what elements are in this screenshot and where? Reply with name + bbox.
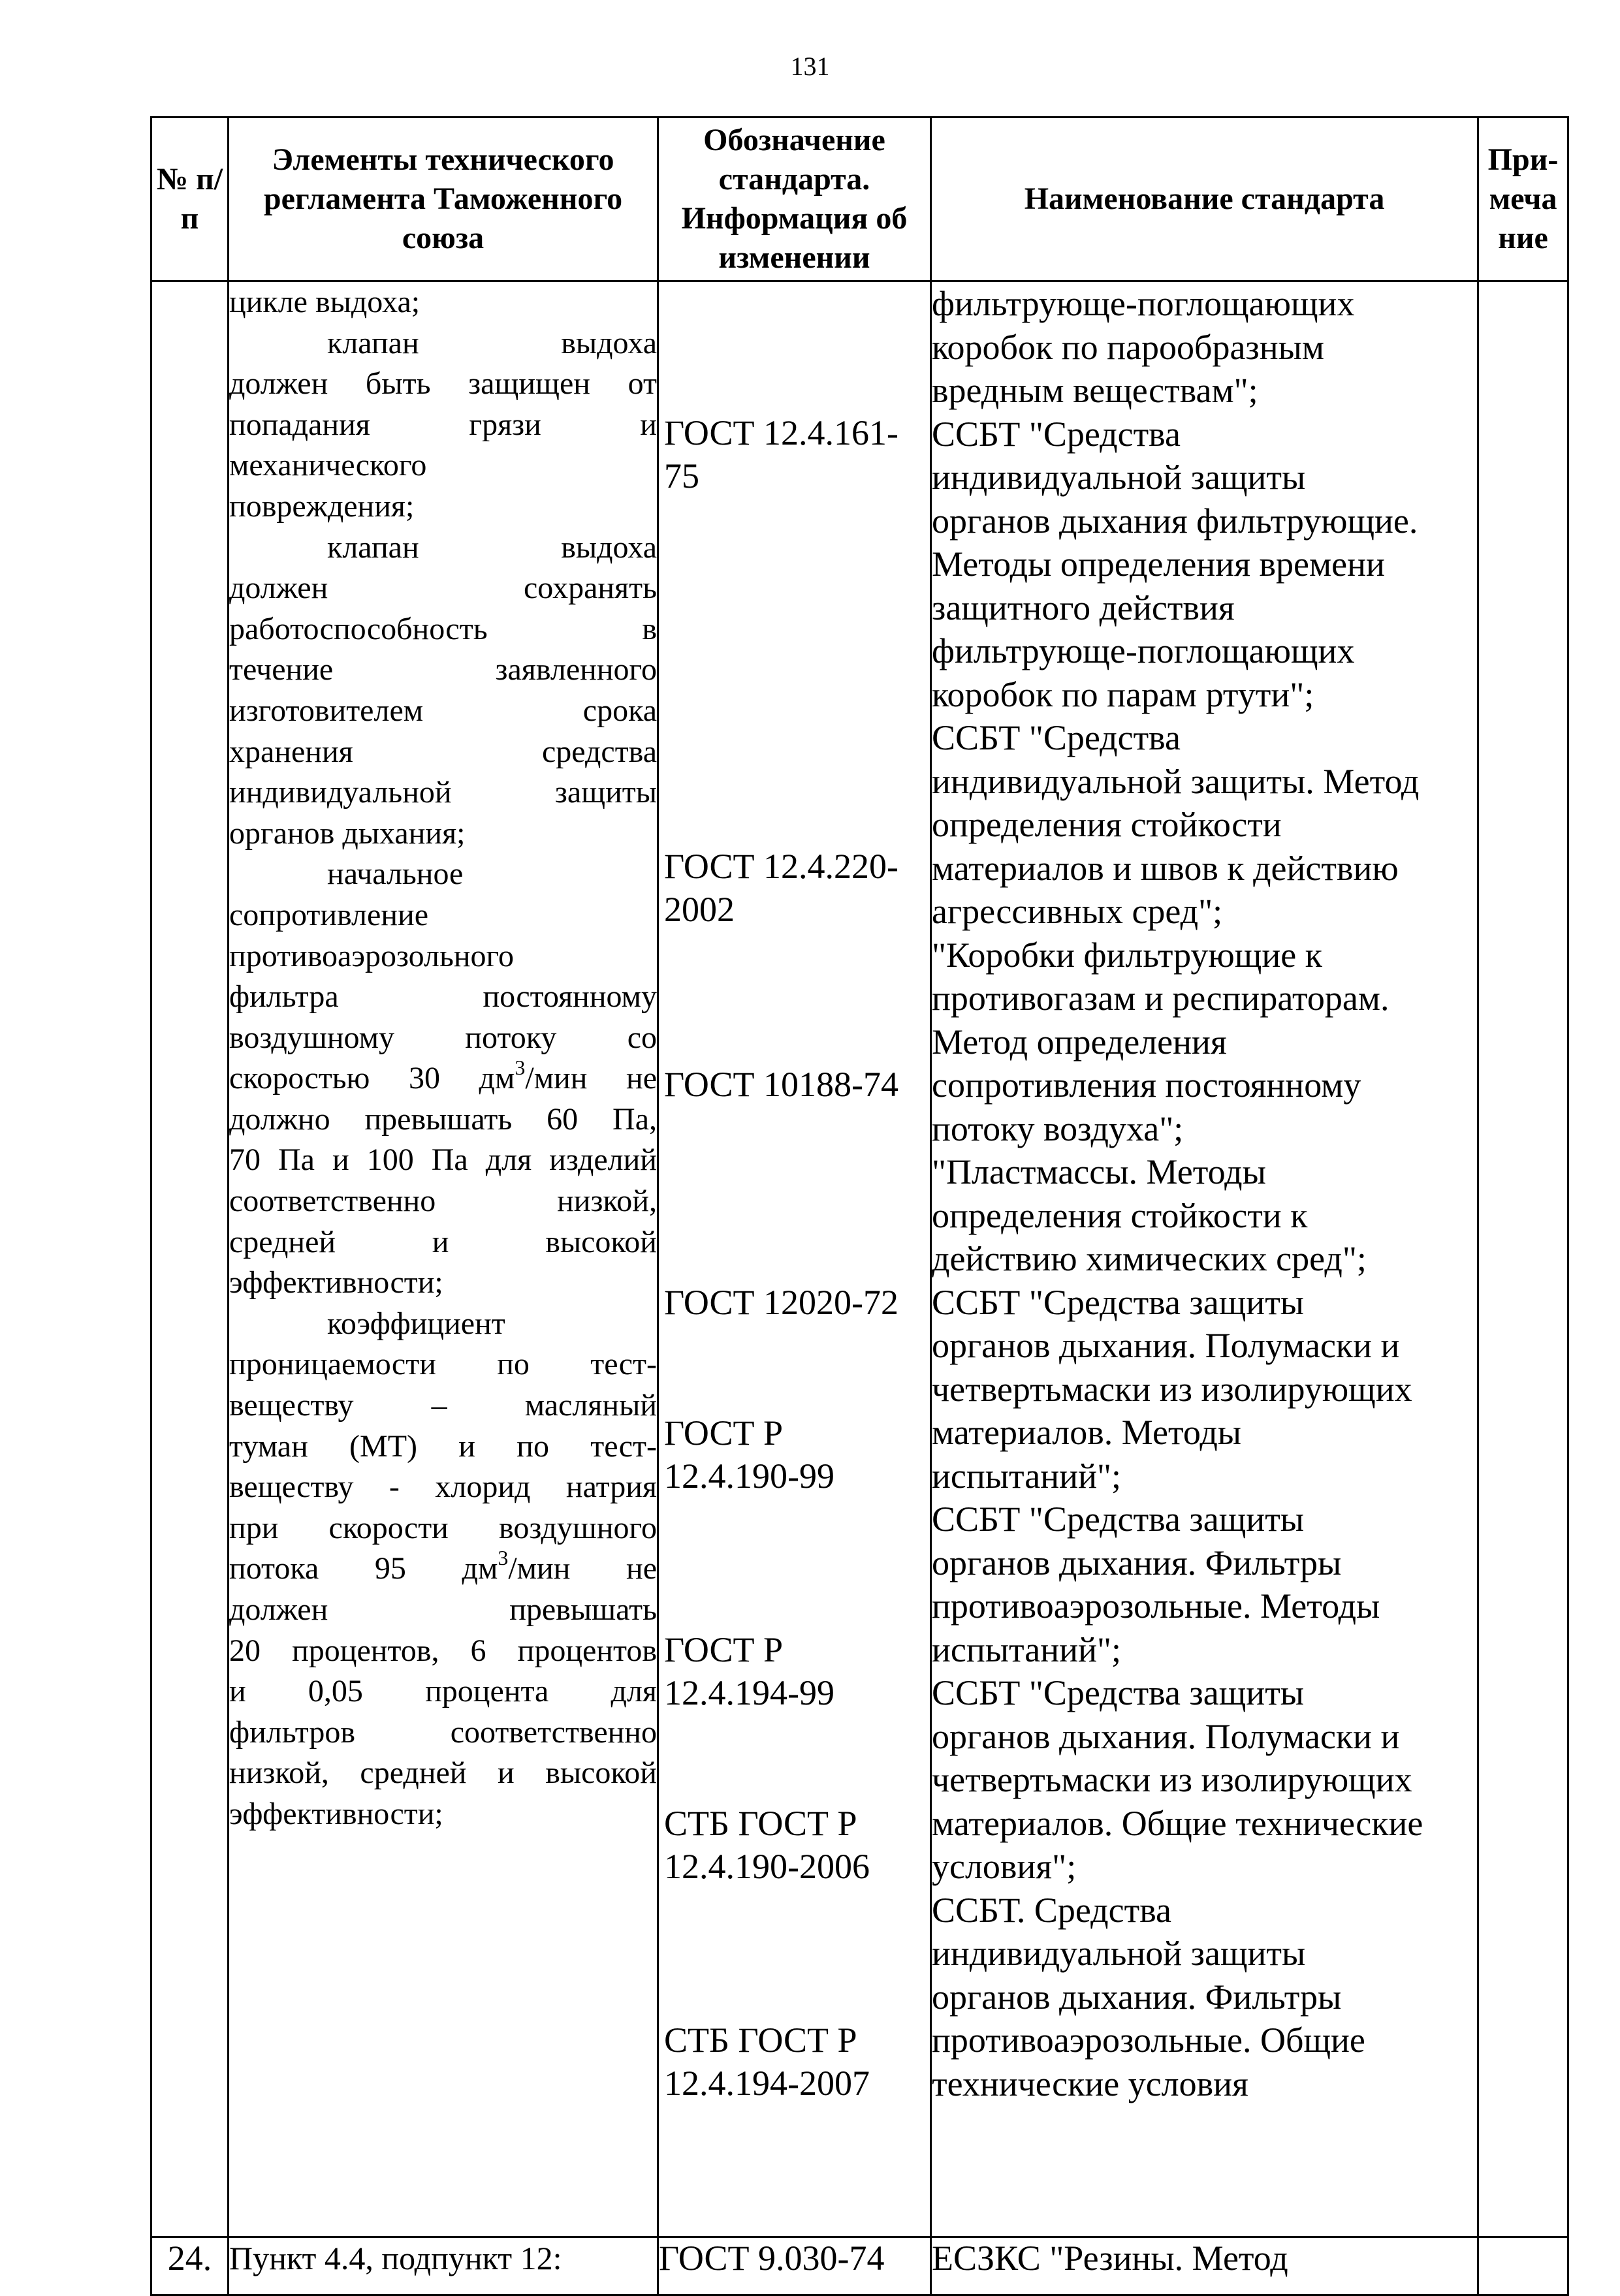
element-line: должен превышать (229, 1592, 657, 1627)
standard-code: ГОСТ 12020-72 (664, 1283, 899, 1322)
element-line: эффективности; (229, 1796, 443, 1831)
standard-name-line: органов дыхания. Полумаски и (932, 1716, 1400, 1756)
element-line: должен быть защищен от (229, 366, 657, 401)
standard-name-line: противогазам и респираторам. (932, 979, 1390, 1018)
element-line: органов дыхания; (229, 815, 466, 851)
standard-code: 12.4.194-2007 (664, 2064, 870, 2103)
standard-name-line: органов дыхания. Фильтры (932, 1977, 1342, 2017)
standard-name-line: ССБТ "Средства защиты (932, 1282, 1305, 1322)
standard-name-cell: ЕСЗКС "Резины. Метод (931, 2237, 1478, 2295)
unit-tail: /мин не (508, 1551, 657, 1586)
element-line: работоспособность в (229, 611, 657, 646)
element-line: индивидуальной защиты (229, 775, 657, 810)
header-designation: Обозначение стандарта. Информация об изменении (658, 118, 931, 281)
standard-name-line: ССБТ. Средства (932, 1890, 1171, 1930)
standard-name-line: органов дыхания фильтрующие. (932, 501, 1418, 541)
element-line: должен сохранять (229, 571, 657, 606)
element-line: фильтров соответственно (229, 1714, 657, 1750)
element-line: цикле выдоха; (229, 285, 421, 319)
standard-name-line: ССБТ "Средства (932, 414, 1181, 454)
header-elements: Элементы технического регламента Таможенного союза (229, 118, 658, 281)
header-name: Наименование стандарта (931, 118, 1478, 281)
element-line: сопротивление (229, 897, 428, 932)
element-line: коэффициент (327, 1306, 505, 1341)
element-line: течение заявленного (229, 652, 657, 687)
table-row (151, 2237, 1568, 2295)
standard-name-cell (931, 281, 1478, 2237)
standard-code: ГОСТ Р (664, 1630, 784, 1669)
elements-cell (229, 281, 658, 2237)
element-line: попадания грязи и (229, 407, 657, 442)
note-cell (1478, 281, 1568, 2237)
standard-code: 12.4.194-99 (664, 1673, 834, 1712)
standard-name-line: фильтрующе-поглощающих (932, 631, 1355, 670)
standard-name-line: ССБТ "Средства защиты (932, 1673, 1305, 1712)
superscript: 3 (498, 1546, 509, 1570)
element-line: изготовителем срока (229, 693, 657, 728)
element-line: начальное (327, 857, 464, 892)
element-line: проницаемости по тест- (229, 1347, 657, 1382)
row-number-cell: 24. (151, 2237, 229, 2295)
header-number: № п/п (151, 118, 229, 281)
standard-name-line: сопротивления постоянному (932, 1065, 1361, 1105)
header-note: При- меча ние (1478, 118, 1568, 281)
standard-name-line: материалов. Общие технические (932, 1803, 1423, 1843)
element-line: повреждения; (229, 488, 415, 524)
element-line: веществу - хлорид натрия (229, 1470, 657, 1505)
row-number-cell (151, 281, 229, 2237)
standard-code: СТБ ГОСТ Р (664, 1804, 857, 1843)
element-line: 20 процентов, 6 процентов (229, 1633, 657, 1668)
standard-name-line: защитного действия (932, 588, 1235, 627)
element-line: фильтра постоянному (229, 979, 657, 1014)
table-row (151, 281, 1568, 2237)
element-line-text: скоростью 30 дм (229, 1061, 515, 1096)
element-line: туман (МТ) и по тест- (229, 1428, 657, 1464)
standard-name-line: определения стойкости (932, 805, 1282, 844)
standard-name-line: вредным веществам"; (932, 371, 1258, 410)
standard-name-line: материалов. Методы (932, 1413, 1242, 1452)
standard-name-line: индивидуальной защиты. Метод (932, 761, 1420, 801)
standard-code: 12.4.190-99 (664, 1456, 834, 1496)
standard-name-line: агрессивных сред"; (932, 892, 1223, 931)
designation-cell: ГОСТ 9.030-74 (658, 2237, 931, 2295)
standard-name-line: ССБТ "Средства защиты (932, 1500, 1305, 1539)
unit-tail: /мин не (525, 1061, 658, 1096)
standard-name-line: "Коробки фильтрующие к (932, 935, 1322, 975)
standard-name-line: Метод определения (932, 1022, 1227, 1062)
element-line: веществу – масляный (229, 1388, 657, 1423)
standard-code: ГОСТ Р (664, 1413, 784, 1453)
standard-name-line: испытаний"; (932, 1456, 1122, 1496)
element-line: клапан выдоха (327, 529, 657, 565)
standard-name-line: определения стойкости к (932, 1195, 1308, 1235)
element-line: 70 Па и 100 Па для изделий (229, 1142, 657, 1178)
standard-name-line: условия"; (932, 1847, 1077, 1886)
element-line: при скорости воздушного (229, 1510, 657, 1545)
standard-name-line: противоаэрозольные. Методы (932, 1586, 1380, 1626)
element-line: хранения средства (229, 734, 657, 769)
element-line: противоаэрозольного (229, 938, 515, 973)
standards-table (150, 116, 1569, 2296)
standard-name-line: четвертьмаски из изолирующих (932, 1369, 1412, 1409)
standard-name-line: технические условия (932, 2064, 1248, 2103)
standard-name-line: органов дыхания. Полумаски и (932, 1326, 1400, 1365)
standard-name-line: ССБТ "Средства (932, 718, 1181, 757)
standard-name-line: действию химических сред"; (932, 1239, 1367, 1278)
standard-name-line: "Пластмассы. Методы (932, 1152, 1266, 1191)
element-line: должно превышать 60 Па, (229, 1101, 657, 1137)
standard-name-line: Методы определения времени (932, 544, 1385, 584)
element-line (229, 1546, 657, 1590)
standard-code: ГОСТ 12.4.161- (664, 413, 899, 452)
standard-code: ГОСТ 12.4.220- (664, 847, 899, 886)
standard-name-line: органов дыхания. Фильтры (932, 1543, 1342, 1582)
designation-cell (658, 281, 931, 2237)
element-line: клапан выдоха (327, 325, 657, 360)
element-line: эффективности; (229, 1265, 443, 1300)
element-line-text: потока 95 дм (229, 1551, 498, 1586)
standard-name-line: материалов и швов к действию (932, 848, 1399, 888)
standard-name-line: индивидуальной защиты (932, 458, 1306, 497)
standard-name-line: фильтрующе-поглощающих (932, 284, 1355, 323)
element-line: соответственно низкой, (229, 1184, 657, 1219)
standard-name-line: четвертьмаски из изолирующих (932, 1760, 1412, 1799)
standard-name-line: потоку воздуха"; (932, 1109, 1184, 1148)
standard-name-line: противоаэрозольные. Общие (932, 2021, 1365, 2060)
element-line: воздушному потоку со (229, 1020, 657, 1055)
standard-name-line: коробок по парообразным (932, 327, 1325, 367)
standard-code: СТБ ГОСТ Р (664, 2021, 857, 2060)
page-number: 131 (790, 52, 830, 81)
standard-code: 2002 (664, 890, 735, 929)
element-line: средней и высокой (229, 1224, 657, 1259)
note-cell (1478, 2237, 1568, 2295)
standard-name-line: индивидуальной защиты (932, 1934, 1306, 1973)
standard-name-line: испытаний"; (932, 1629, 1122, 1669)
standard-code: 12.4.190-2006 (664, 1847, 870, 1886)
standard-code: ГОСТ 10188-74 (664, 1065, 899, 1104)
element-line: механического (229, 448, 427, 483)
element-line (229, 1058, 657, 1099)
standard-name-line: коробок по парам ртути"; (932, 674, 1314, 714)
element-line: и 0,05 процента для (229, 1674, 657, 1709)
element-line: низкой, средней и высокой (229, 1755, 657, 1791)
superscript: 3 (515, 1056, 526, 1080)
standard-code: 75 (664, 456, 699, 495)
table-header-row (151, 118, 1568, 281)
elements-cell: Пункт 4.4, подпункт 12: (229, 2237, 658, 2295)
